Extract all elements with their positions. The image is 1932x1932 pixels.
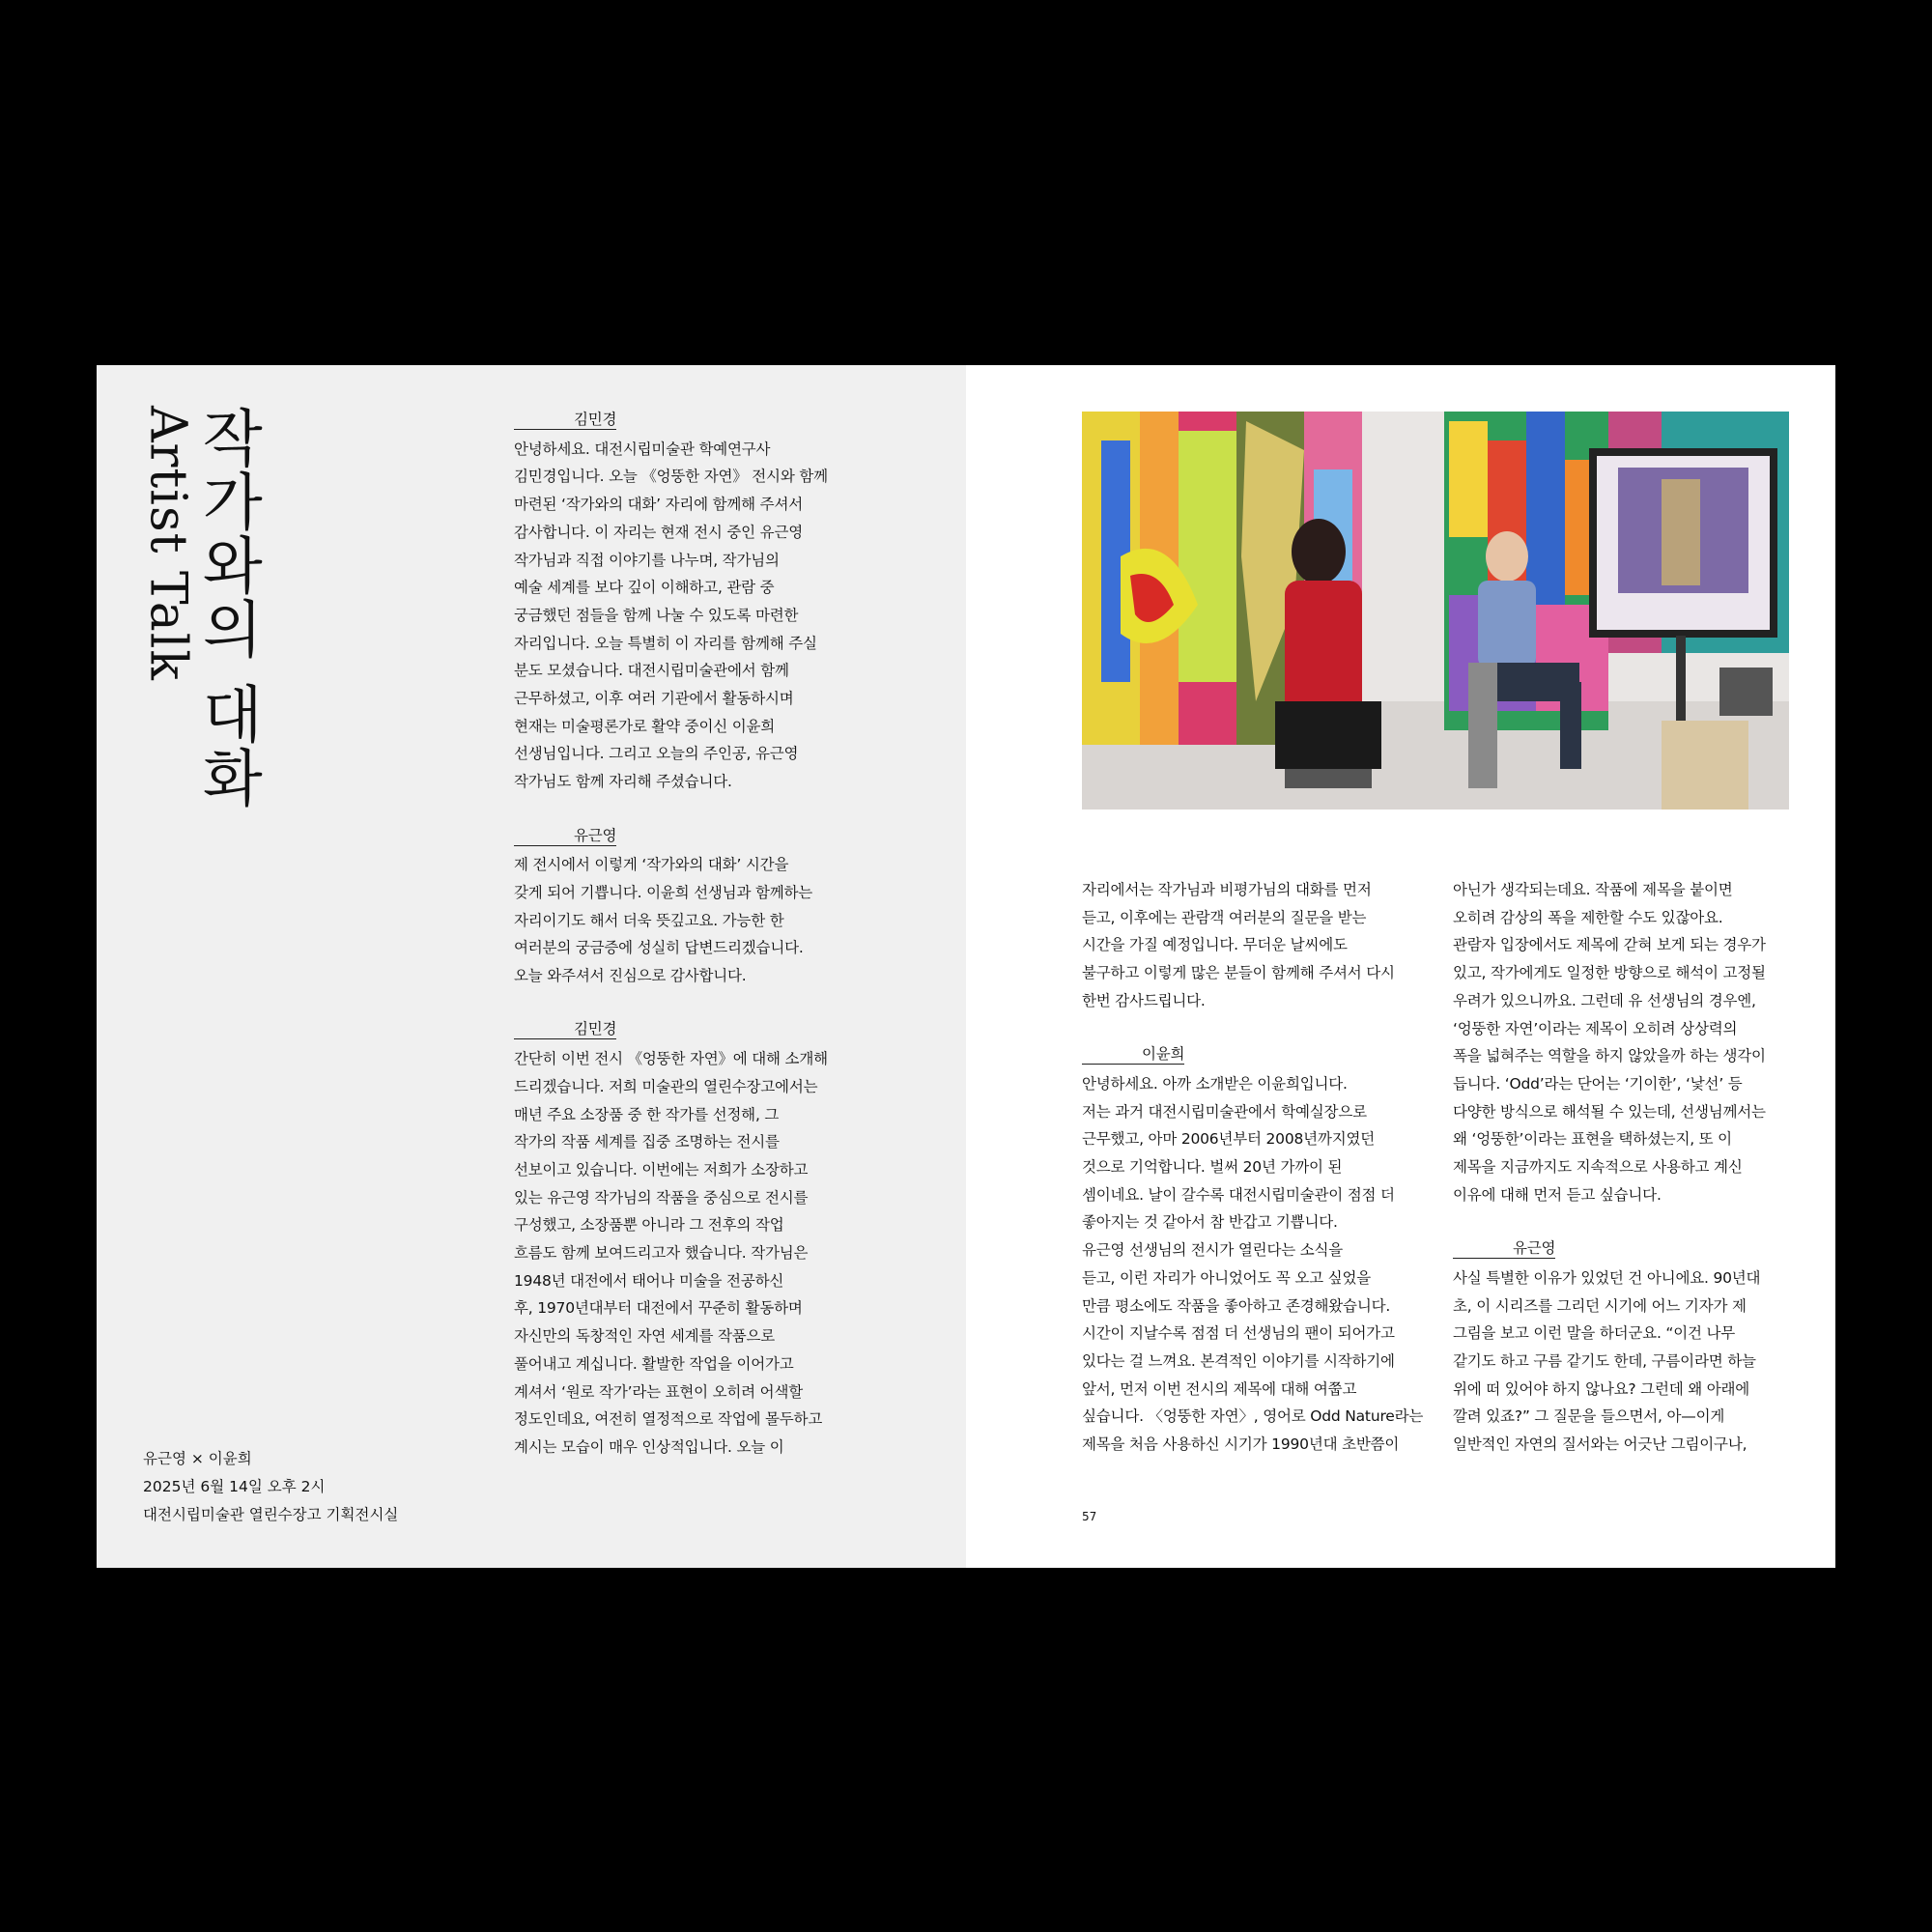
speaker-name: 이윤희: [1082, 1044, 1184, 1065]
text-line: 계시는 모습이 매우 인상적입니다. 오늘 이: [514, 1437, 784, 1456]
text-line: 김민경입니다. 오늘 《엉뚱한 자연》 전시와 함께: [514, 468, 828, 486]
text-line: 같기도 하고 구름 같기도 한데, 구름이라면 하늘: [1453, 1351, 1756, 1370]
text-line: 제 전시에서 이렇게 ‘작가와의 대화’ 시간을: [514, 856, 789, 874]
text-line: 여러분의 궁금증에 성실히 답변드리겠습니다.: [514, 939, 804, 957]
speaker-name: 김민경: [514, 410, 616, 430]
event-datetime: 2025년 6월 14일 오후 2시: [143, 1478, 326, 1495]
title-english: Artist Talk: [138, 406, 197, 681]
text-line: 근무하셨고, 이후 여러 기관에서 활동하시며: [514, 690, 794, 708]
text-line: 풀어내고 계십니다. 활발한 작업을 이어가고: [514, 1354, 794, 1373]
text-line: 왜 ‘엉뚱한’이라는 표현을 택하셨는지, 또 이: [1453, 1130, 1732, 1149]
text-line: 1948년 대전에서 태어나 미술을 전공하신: [514, 1271, 784, 1290]
text-line: 근무했고, 아마 2006년부터 2008년까지였던: [1082, 1130, 1376, 1149]
text-column-3: [1453, 876, 1766, 1459]
vertical-title: [138, 406, 263, 810]
text-line: 계셔서 ‘원로 작가’라는 표현이 오히려 어색할: [514, 1382, 804, 1401]
text-line: 것으로 기억합니다. 벌써 20년 가까이 된: [1082, 1158, 1343, 1176]
text-column-1: [514, 408, 828, 1462]
text-line: 선생님입니다. 그리고 오늘의 주인공, 유근영: [514, 745, 799, 763]
text-line: 선보이고 있습니다. 이번에는 저희가 소장하고: [514, 1160, 809, 1179]
text-line: 후, 1970년대부터 대전에서 꾸준히 활동하며: [514, 1299, 803, 1318]
text-line: 그림을 보고 이런 말을 하더군요. “이건 나무: [1453, 1324, 1736, 1343]
text-line: 자리에서는 작가님과 비평가님의 대화를 먼저: [1082, 881, 1372, 898]
event-info: [143, 1445, 398, 1529]
text-line: 매년 주요 소장품 중 한 작가를 선정해, 그: [514, 1105, 780, 1123]
speaker-name: 유근영: [1453, 1238, 1555, 1259]
text-line: 듣고, 이후에는 관람객 여러분의 질문을 받는: [1082, 908, 1367, 926]
text-line: 제목을 처음 사용하신 시기가 1990년대 초반쯤이: [1082, 1435, 1400, 1454]
text-line: 갖게 되어 기쁩니다. 이윤희 선생님과 함께하는: [514, 883, 813, 901]
text-line: 안녕하세요. 대전시립미술관 학예연구사: [514, 440, 771, 458]
text-line: 현재는 미술평론가로 활약 중이신 이윤희: [514, 717, 776, 735]
text-line: 감사합니다. 이 자리는 현재 전시 중인 유근영: [514, 523, 804, 541]
text-line: 오히려 감상의 폭을 제한할 수도 있잖아요.: [1453, 908, 1723, 926]
text-line: 분도 모셨습니다. 대전시립미술관에서 함께: [514, 662, 789, 680]
text-line: 싶습니다. 〈엉뚱한 자연〉, 영어로 Odd Nature라는: [1082, 1407, 1424, 1426]
text-line: 자신만의 독창적인 자연 세계를 작품으로: [514, 1327, 776, 1346]
text-line: 위에 떠 있어야 하지 않나요? 그런데 왜 아래에: [1453, 1379, 1750, 1398]
speaker-name: 김민경: [514, 1019, 616, 1039]
text-line: 아닌가 생각되는데요. 작품에 제목을 붙이면: [1453, 881, 1733, 898]
text-line: 있는 유근영 작가님의 작품을 중심으로 전시를: [514, 1188, 809, 1207]
event-venue: 대전시립미술관 열린수장고 기획전시실: [143, 1506, 399, 1523]
text-line: 예술 세계를 보다 깊이 이해하고, 관람 중: [514, 579, 775, 597]
text-line: 작가님과 직접 이야기를 나누며, 작가님의: [514, 551, 780, 569]
text-line: 궁금했던 점들을 함께 나눌 수 있도록 마련한: [514, 606, 799, 624]
text-line: 간단히 이번 전시 《엉뚱한 자연》에 대해 소개해: [514, 1050, 828, 1068]
text-line: 자리입니다. 오늘 특별히 이 자리를 함께해 주실: [514, 634, 817, 652]
text-line: 작가님도 함께 자리해 주셨습니다.: [514, 773, 732, 791]
talk-photo: [1082, 412, 1789, 810]
text-line: 이유에 대해 먼저 듣고 싶습니다.: [1453, 1185, 1662, 1204]
text-line: 드리겠습니다. 저희 미술관의 열린수장고에서는: [514, 1077, 818, 1095]
text-line: 듣고, 이런 자리가 아니었어도 꼭 오고 싶었을: [1082, 1268, 1372, 1287]
text-line: 있다는 걸 느껴요. 본격적인 이야기를 시작하기에: [1082, 1351, 1395, 1370]
text-line: 한번 감사드립니다.: [1082, 991, 1206, 1009]
text-line: 다양한 방식으로 해석될 수 있는데, 선생님께서는: [1453, 1102, 1766, 1121]
text-column-2: [1082, 876, 1423, 1459]
text-line: 셈이네요. 날이 갈수록 대전시립미술관이 점점 더: [1082, 1185, 1395, 1204]
text-line: 듭니다. ‘Odd’라는 단어는 ‘기이한’, ‘낯선’ 등: [1453, 1074, 1743, 1093]
text-line: 일반적인 자연의 질서와는 어긋난 그림이구나,: [1453, 1435, 1747, 1454]
text-line: 폭을 넓혀주는 역할을 하지 않았을까 하는 생각이: [1453, 1047, 1766, 1065]
event-participants: 유근영 × 이윤희: [143, 1450, 252, 1467]
book-spread: [97, 365, 1835, 1568]
speaker-name: 유근영: [514, 826, 616, 846]
text-line: 작가의 작품 세계를 집중 조명하는 전시를: [514, 1133, 780, 1151]
text-line: 안녕하세요. 아까 소개받은 이윤희입니다.: [1082, 1074, 1348, 1093]
text-line: 불구하고 이렇게 많은 분들이 함께해 주셔서 다시: [1082, 964, 1395, 982]
text-line: 앞서, 먼저 이번 전시의 제목에 대해 여쭙고: [1082, 1379, 1357, 1398]
text-line: 자리이기도 해서 더욱 뜻깊고요. 가능한 한: [514, 911, 784, 929]
text-line: 정도인데요, 여전히 열정적으로 작업에 몰두하고: [514, 1410, 823, 1429]
left-page: [97, 365, 966, 1568]
text-line: 좋아지는 것 같아서 참 반갑고 기쁩니다.: [1082, 1213, 1338, 1232]
text-line: 우려가 있으니까요. 그런데 유 선생님의 경우엔,: [1453, 991, 1756, 1009]
text-line: 깔려 있죠?” 그 질문을 들으면서, 아—이게: [1453, 1407, 1725, 1426]
text-line: 시간이 지날수록 점점 더 선생님의 팬이 되어가고: [1082, 1324, 1395, 1343]
text-line: ‘엉뚱한 자연’이라는 제목이 오히려 상상력의: [1453, 1019, 1738, 1037]
text-line: 제목을 지금까지도 지속적으로 사용하고 계신: [1453, 1158, 1743, 1177]
text-line: 시간을 가질 예정입니다. 무더운 날씨에도: [1082, 936, 1348, 954]
text-line: 유근영 선생님의 전시가 열린다는 소식을: [1082, 1241, 1344, 1260]
text-line: 구성했고, 소장품뿐 아니라 그 전후의 작업: [514, 1216, 784, 1235]
text-line: 초, 이 시리즈를 그리던 시기에 어느 기자가 제: [1453, 1296, 1747, 1315]
text-line: 마련된 ‘작가와의 대화’ 자리에 함께해 주셔서: [514, 496, 804, 514]
text-line: 있고, 작가에게도 일정한 방향으로 해석이 고정될: [1453, 964, 1766, 982]
text-line: 관람자 입장에서도 제목에 갇혀 보게 되는 경우가: [1453, 936, 1766, 954]
text-line: 오늘 와주셔서 진심으로 감사합니다.: [514, 967, 747, 985]
right-page: [966, 365, 1835, 1568]
text-line: 만큼 평소에도 작품을 좋아하고 존경해왔습니다.: [1082, 1296, 1391, 1315]
text-line: 흐름도 함께 보여드리고자 했습니다. 작가님은: [514, 1244, 809, 1263]
page-number: 57: [1082, 1510, 1097, 1523]
text-line: 저는 과거 대전시립미술관에서 학예실장으로: [1082, 1102, 1367, 1121]
title-korean: 작가와의 대화: [190, 406, 263, 810]
text-line: 사실 특별한 이유가 있었던 건 아니에요. 90년대: [1453, 1268, 1761, 1287]
